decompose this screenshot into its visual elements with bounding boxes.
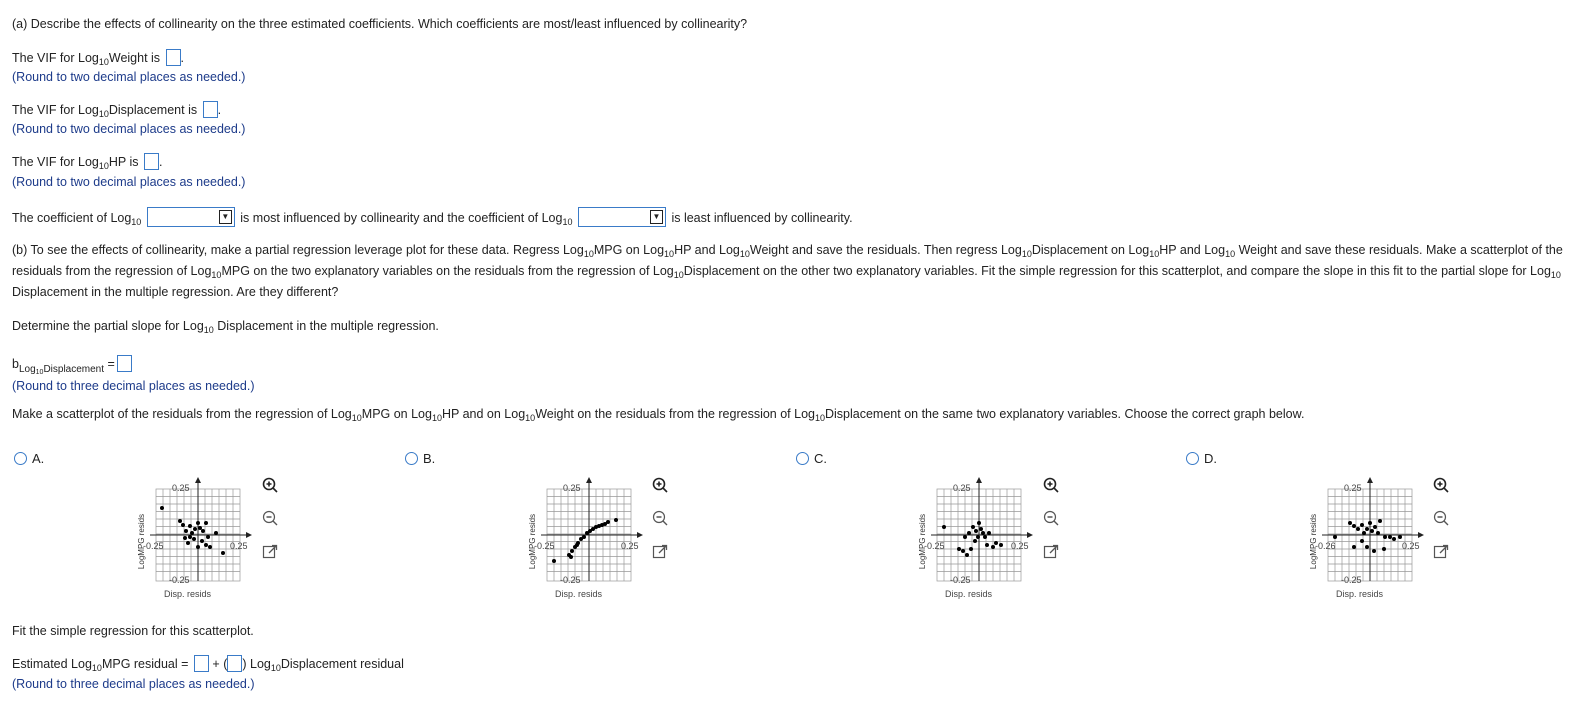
- vif-weight-line: The VIF for Log$_{10}$Weight is .: [12, 51, 185, 67]
- zoom-in-icon[interactable]: [261, 476, 279, 494]
- most-influenced-dropdown[interactable]: [147, 207, 235, 227]
- part-b-question: (b) To see the effects of collinearity, make a partial regression leverage plot for these data. Regress Log$_{10}$MPG on Log$_{10}$HP and Log$_{10}$Weight and save the residuals. Then regress Log$_{10}$Displacement on Log$_{10}$HP and Log$_{10}$ Weight and save these residuals. Make a scatterplot of the residuals from the regression of Log$_{10}$MPG on the two explanatory variables on the residuals from the regression of Log$_{10}$Displacement on the other two explanatory variables. Fit the simple regression for this scatterplot, and compare the slope in this fit to the partial slope for Log$_{10}$ Displacement in the multiple regression. Are they different?: [12, 243, 1563, 299]
- radio-a[interactable]: [14, 452, 27, 465]
- vif-hp-input[interactable]: [144, 153, 159, 170]
- partial-slope-input[interactable]: [117, 355, 132, 372]
- scatterplot-prompt: Make a scatterplot of the residuals from the regression of Log$_{10}$MPG on Log$_{10}$HP and on Log$_{10}$Weight on the residuals from the regression of Log$_{10}$Displacement on the same two explanatory variables. Choose the correct graph below.: [12, 407, 1305, 423]
- plot-a-canvas: [120, 471, 260, 606]
- option-d[interactable]: D.: [1186, 451, 1217, 466]
- zoom-out-icon[interactable]: [1432, 509, 1450, 527]
- radio-d[interactable]: [1186, 452, 1199, 465]
- zoom-in-icon[interactable]: [1432, 476, 1450, 494]
- intercept-input[interactable]: [194, 655, 209, 672]
- popout-icon[interactable]: [261, 543, 279, 561]
- partial-slope-hint: (Round to three decimal places as needed.): [12, 379, 255, 393]
- b-displacement-line: $b_{Log_{10}Displacement}$ =: [12, 355, 132, 376]
- slope-input[interactable]: [227, 655, 242, 672]
- vif-displacement-line: The VIF for Log$_{10}$Displacement is .: [12, 103, 222, 119]
- scatterplot-d: LogMPG resids 0.25 -0.25 -0.26 0.25 Disp. resids: [1292, 471, 1432, 606]
- option-a[interactable]: A.: [14, 451, 44, 466]
- fit-equation: Estimated Log$_{10}$MPG residual = + ( ) Log$_{10}$Displacement residual: [12, 657, 404, 673]
- popout-icon[interactable]: [1042, 543, 1060, 561]
- fit-hint: (Round to three decimal places as needed.): [12, 677, 255, 691]
- vif-displacement-hint: (Round to two decimal places as needed.): [12, 122, 246, 136]
- popout-icon[interactable]: [651, 543, 669, 561]
- zoom-in-icon[interactable]: [651, 476, 669, 494]
- vif-hp-hint: (Round to two decimal places as needed.): [12, 175, 246, 189]
- option-c[interactable]: C.: [796, 451, 827, 466]
- vif-weight-hint: (Round to two decimal places as needed.): [12, 70, 246, 84]
- plot-d-canvas: [1292, 471, 1432, 606]
- plot-c-canvas: [901, 471, 1041, 606]
- zoom-out-icon[interactable]: [1042, 509, 1060, 527]
- coefficient-line: The coefficient of Log$_{10}$ ▼ is most influenced by collinearity and the coefficient of Log$_{10}$ ▼ is least influenced by collinearity.: [12, 207, 853, 227]
- scatterplot-a: LogMPG resids 0.25 -0.25 -0.25 0.25 Disp. resids: [120, 471, 260, 606]
- zoom-in-icon[interactable]: [1042, 476, 1060, 494]
- chevron-down-icon: ▼: [650, 210, 663, 224]
- scatterplot-c: LogMPG resids 0.25 -0.25 -0.25 0.25 Disp. resids: [901, 471, 1041, 606]
- radio-b[interactable]: [405, 452, 418, 465]
- vif-displacement-input[interactable]: [203, 101, 218, 118]
- scatterplot-b: LogMPG resids 0.25 -0.25 -0.25 0.25 Disp. resids: [511, 471, 651, 606]
- vif-hp-line: The VIF for Log$_{10}$HP is .: [12, 155, 163, 171]
- plot-b-canvas: [511, 471, 651, 606]
- zoom-out-icon[interactable]: [261, 509, 279, 527]
- fit-title: Fit the simple regression for this scatterplot.: [12, 624, 254, 638]
- radio-c[interactable]: [796, 452, 809, 465]
- determine-slope-prompt: Determine the partial slope for Log$_{10}$ Displacement in the multiple regression.: [12, 319, 439, 335]
- points-d: [1333, 519, 1402, 553]
- chevron-down-icon: ▼: [219, 210, 232, 224]
- zoom-out-icon[interactable]: [651, 509, 669, 527]
- popout-icon[interactable]: [1432, 543, 1450, 561]
- part-a-question: (a) Describe the effects of collinearity on the three estimated coefficients. Which coefficients are most/least influenced by collinearity?: [12, 17, 748, 31]
- option-b[interactable]: B.: [405, 451, 435, 466]
- least-influenced-dropdown[interactable]: [578, 207, 666, 227]
- vif-weight-input[interactable]: [166, 49, 181, 66]
